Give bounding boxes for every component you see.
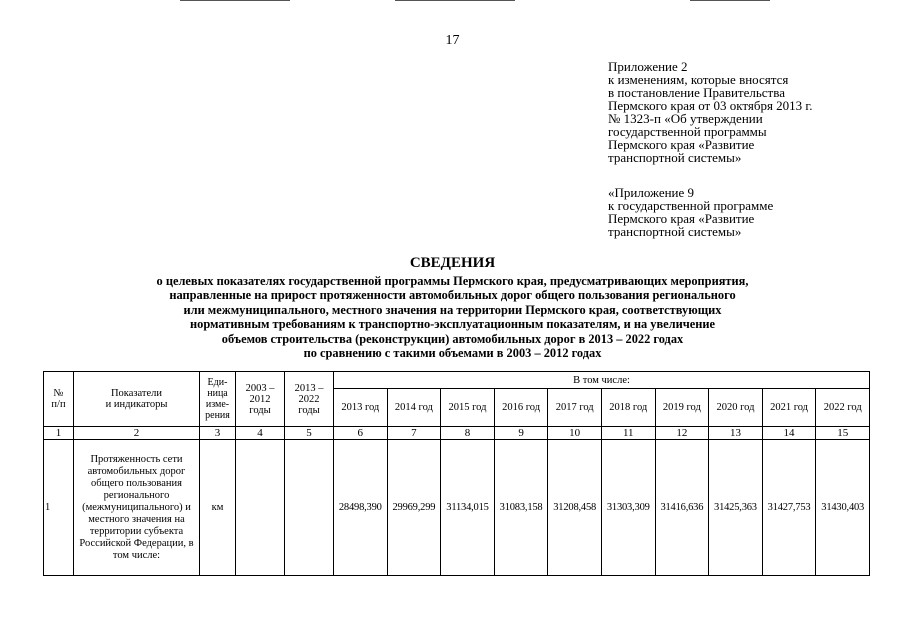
row-value-2016: 31083,158: [494, 440, 548, 576]
header-year: 2021 год: [762, 389, 816, 427]
header-year: 2022 год: [816, 389, 870, 427]
column-number: 3: [200, 427, 236, 440]
column-number-row: [44, 427, 870, 440]
header-year: 2019 год: [655, 389, 709, 427]
row-indicator: Протяженность сети автомобильных дорог общего пользования регионального (межмуниципального) и местного значения на территории субъекта Российской Федерации, в том числе:: [74, 440, 200, 576]
column-number: 6: [334, 427, 388, 440]
header-row-1: [44, 372, 870, 389]
row-num: 1: [44, 440, 74, 576]
appendix-2-note: Приложение 2 к изменениям, которые вносятся в постановление Правительства Пермского края от 03 октября 2013 г. № 1323-п «Об утверждении государственной программы Пермского края «Развитие транспортной системы»: [608, 59, 813, 165]
row-period-2003-2012: [236, 440, 285, 576]
header-year: 2014 год: [387, 389, 441, 427]
column-number: 10: [548, 427, 602, 440]
row-value-2013: 28498,390: [334, 440, 388, 576]
column-number: 15: [816, 427, 870, 440]
top-edge-line-right: [690, 0, 770, 1]
column-number: 8: [441, 427, 495, 440]
header-num: № п/п: [44, 372, 74, 427]
column-number: 2: [74, 427, 200, 440]
top-edge-line-left: [180, 0, 290, 1]
column-number: 11: [601, 427, 655, 440]
document-title: СВЕДЕНИЯ: [409, 255, 496, 271]
row-value-2014: 29969,299: [387, 440, 441, 576]
header-period-2003-2012: 2003 – 2012 годы: [236, 372, 285, 427]
header-year: 2018 год: [601, 389, 655, 427]
header-year: 2015 год: [441, 389, 495, 427]
row-period-2013-2022: [285, 440, 334, 576]
column-number: 12: [655, 427, 709, 440]
row-value-2017: 31208,458: [548, 440, 602, 576]
column-number: 7: [387, 427, 441, 440]
row-unit: км: [200, 440, 236, 576]
column-number: 9: [494, 427, 548, 440]
header-year: 2016 год: [494, 389, 548, 427]
column-number: 4: [236, 427, 285, 440]
row-value-2021: 31427,753: [762, 440, 816, 576]
header-year: 2017 год: [548, 389, 602, 427]
row-value-2020: 31425,363: [709, 440, 763, 576]
column-number: 14: [762, 427, 816, 440]
row-value-2018: 31303,309: [601, 440, 655, 576]
header-including: В том числе:: [334, 372, 870, 389]
row-value-2019: 31416,636: [655, 440, 709, 576]
row-value-2015: 31134,015: [441, 440, 495, 576]
column-number: 1: [44, 427, 74, 440]
header-period-2013-2022: 2013 – 2022 годы: [285, 372, 334, 427]
column-number: 13: [709, 427, 763, 440]
header-indicator: Показатели и индикаторы: [74, 372, 200, 427]
column-number: 5: [285, 427, 334, 440]
indicators-table: [43, 371, 870, 576]
row-value-2022: 31430,403: [816, 440, 870, 576]
table-row: [44, 440, 870, 576]
header-year: 2020 год: [709, 389, 763, 427]
document-subtitle: о целевых показателях государственной программы Пермского края, предусматривающих мероприятия, направленные на прирост протяженности автомобильных дорог общего пользования регионального или межмуниципального, местного значения на территории Пермского края, соответствующих нормативным требованиям к транспортно-эксплуатационным показателям, и на увеличение объемов строительства (реконструкции) автомобильных дорог в 2013 – 2022 годах по сравнению с такими объемами в 2003 – 2012 годах: [156, 274, 749, 361]
appendix-9-note: «Приложение 9 к государственной программе Пермского края «Развитие транспортной системы»: [608, 185, 774, 239]
page-number: 17: [445, 33, 460, 48]
header-year: 2013 год: [334, 389, 388, 427]
header-unit: Еди- ница изме- рения: [200, 372, 236, 427]
top-edge-line-mid: [395, 0, 515, 1]
